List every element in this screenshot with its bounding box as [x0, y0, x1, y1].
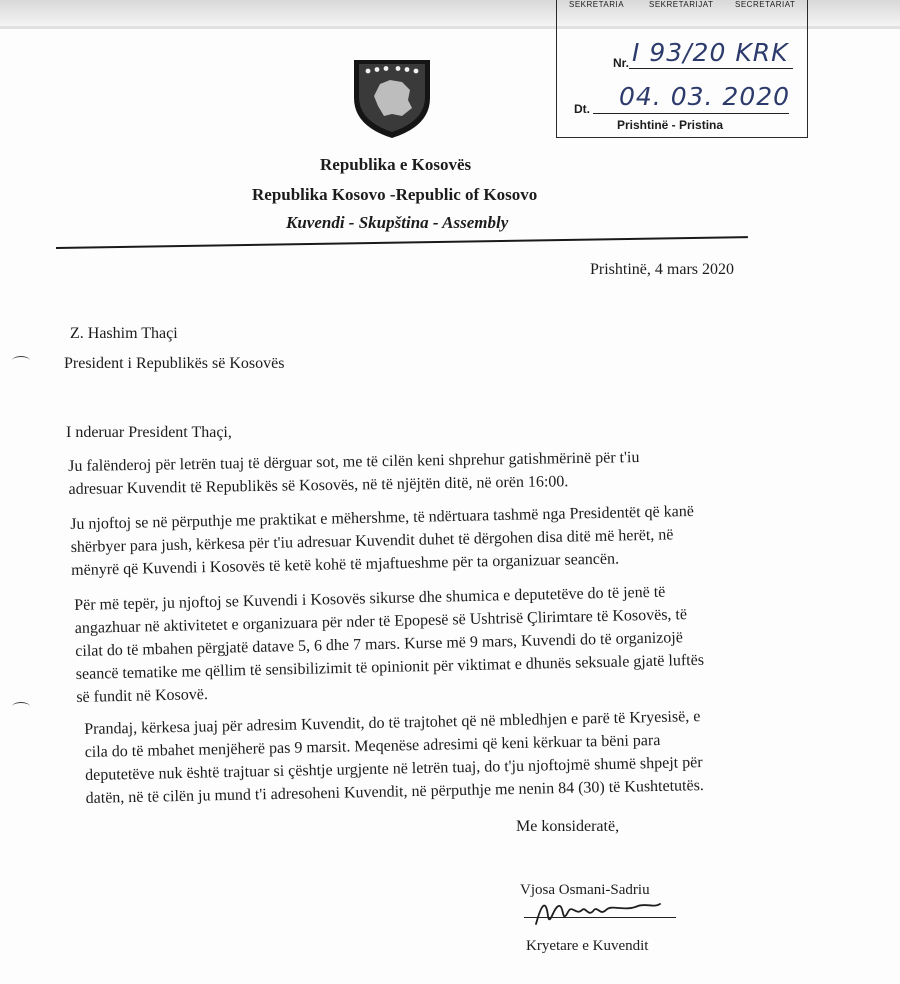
- stamp-headers: [557, 0, 807, 12]
- kosovo-coat-of-arms-icon: [350, 54, 434, 140]
- paragraph-3-line-2: angazhuar në aktivitetet e organizuara për nder të Epopesë së Ushtrisë Çlirimtare të Kosovës, të: [74, 606, 688, 637]
- punch-mark-1: [12, 356, 30, 365]
- paragraph-3-line-4: seancë tematike me qëllim të sensibilizimit të opinionit për viktimat e dhunës seksuale gjatë luftës: [75, 651, 705, 683]
- paragraph-3-line-3: cilat do të mbahen përgjatë datave 5, 6 dhe 7 mars. Kurse më 9 mars, Kuvendi do të organizojë: [75, 629, 684, 660]
- paragraph-1-line-2: adresuar Kuvendit të Republikës së Kosovës, në të njëjtën ditë, në orën 16:00.: [68, 473, 569, 498]
- paragraph-2: [70, 500, 695, 582]
- stamp-header-2: SEKRETARIJAT: [649, 0, 714, 9]
- stamp-header-1: SEKRETARIA: [569, 0, 625, 9]
- recipient-name: Z. Hashim Thaçi: [70, 325, 178, 342]
- signatory-title: Kryetare e Kuvendit: [526, 938, 649, 954]
- closing: Me konsideratë,: [516, 818, 620, 835]
- paragraph-1-line-1: Ju falënderoj për letrën tuaj të dërguar sot, me të cilën keni shprehur gatishmërinë për t'iu: [68, 449, 640, 475]
- header-assembly: Kuvendi - Skupština - Assembly: [286, 213, 509, 232]
- paragraph-2-line-3: mënyrë që Kuvendi i Kosovës të ketë kohë të mjaftueshme për ta organizuar seancën.: [71, 550, 620, 579]
- paragraph-3-line-1: Për më tepër, ju njoftoj se Kuvendi i Kosovës sikurse dhe shumica e deputetëve do të jenë të: [74, 583, 666, 614]
- stamp-place: Prishtinë - Pristina: [617, 118, 724, 132]
- paragraph-1: [68, 446, 640, 501]
- paragraph-4-line-3: deputetëve nuk është trajtuar si çështje urgjente në letrën tuaj, do t'ju njoftojmë shumë shpejt për: [85, 754, 703, 784]
- registration-stamp: [556, 0, 808, 138]
- header-republic-multilang: Republika Kosovo -Republic of Kosovo: [252, 185, 538, 204]
- handwritten-signature-icon: [528, 894, 678, 934]
- paragraph-3: [74, 580, 705, 709]
- stamp-header-3: SECRETARIAT: [735, 0, 796, 9]
- signature-line: [524, 917, 676, 918]
- stamp-nr-label: Nr.: [613, 56, 630, 70]
- paragraph-4: [84, 705, 704, 810]
- header-republic-sq: Republika e Kosovës: [320, 155, 472, 174]
- signatory-name: Vjosa Osmani-Sadriu: [520, 882, 650, 898]
- paragraph-2-line-1: Ju njoftoj se në përputhje me praktikat e mëhershme, të ndërtuara tashmë nga Presidentët që kanë: [70, 502, 695, 533]
- letter-date: Prishtinë, 4 mars 2020: [590, 261, 734, 278]
- paragraph-4-line-4: datën, në të cilën ju mund t'i adresoheni Kuvendit, në përputhje me nenin 84 (30) të Kushtetutës.: [85, 777, 705, 807]
- stamp-dt-value: 04. 03. 2020: [619, 82, 791, 111]
- paragraph-2-line-2: shërbyer para jush, kërkesa për t'iu adresuar Kuvendit duhet të dërgohen disa ditë më herët, në: [70, 526, 674, 556]
- stamp-dt-label: Dt.: [574, 102, 590, 116]
- recipient-title: President i Republikës së Kosovës: [64, 355, 285, 372]
- salutation: I nderuar President Thaçi,: [66, 424, 232, 441]
- paragraph-3-line-5: së fundit në Kosovë.: [76, 685, 209, 706]
- punch-mark-2: [12, 702, 30, 711]
- header-divider: [56, 236, 748, 249]
- paragraph-4-line-2: cila do të mbahet menjëherë pas 9 marsit. Meqenëse adresimi që keni kërkuar ta bëni para: [84, 731, 661, 761]
- paragraph-4-line-1: Prandaj, kërkesa juaj për adresim Kuvendit, do të trajtohet që në mbledhjen e parë të Kryesisë, e: [84, 708, 701, 738]
- stamp-nr-value: I 93/20 KRK: [632, 38, 789, 67]
